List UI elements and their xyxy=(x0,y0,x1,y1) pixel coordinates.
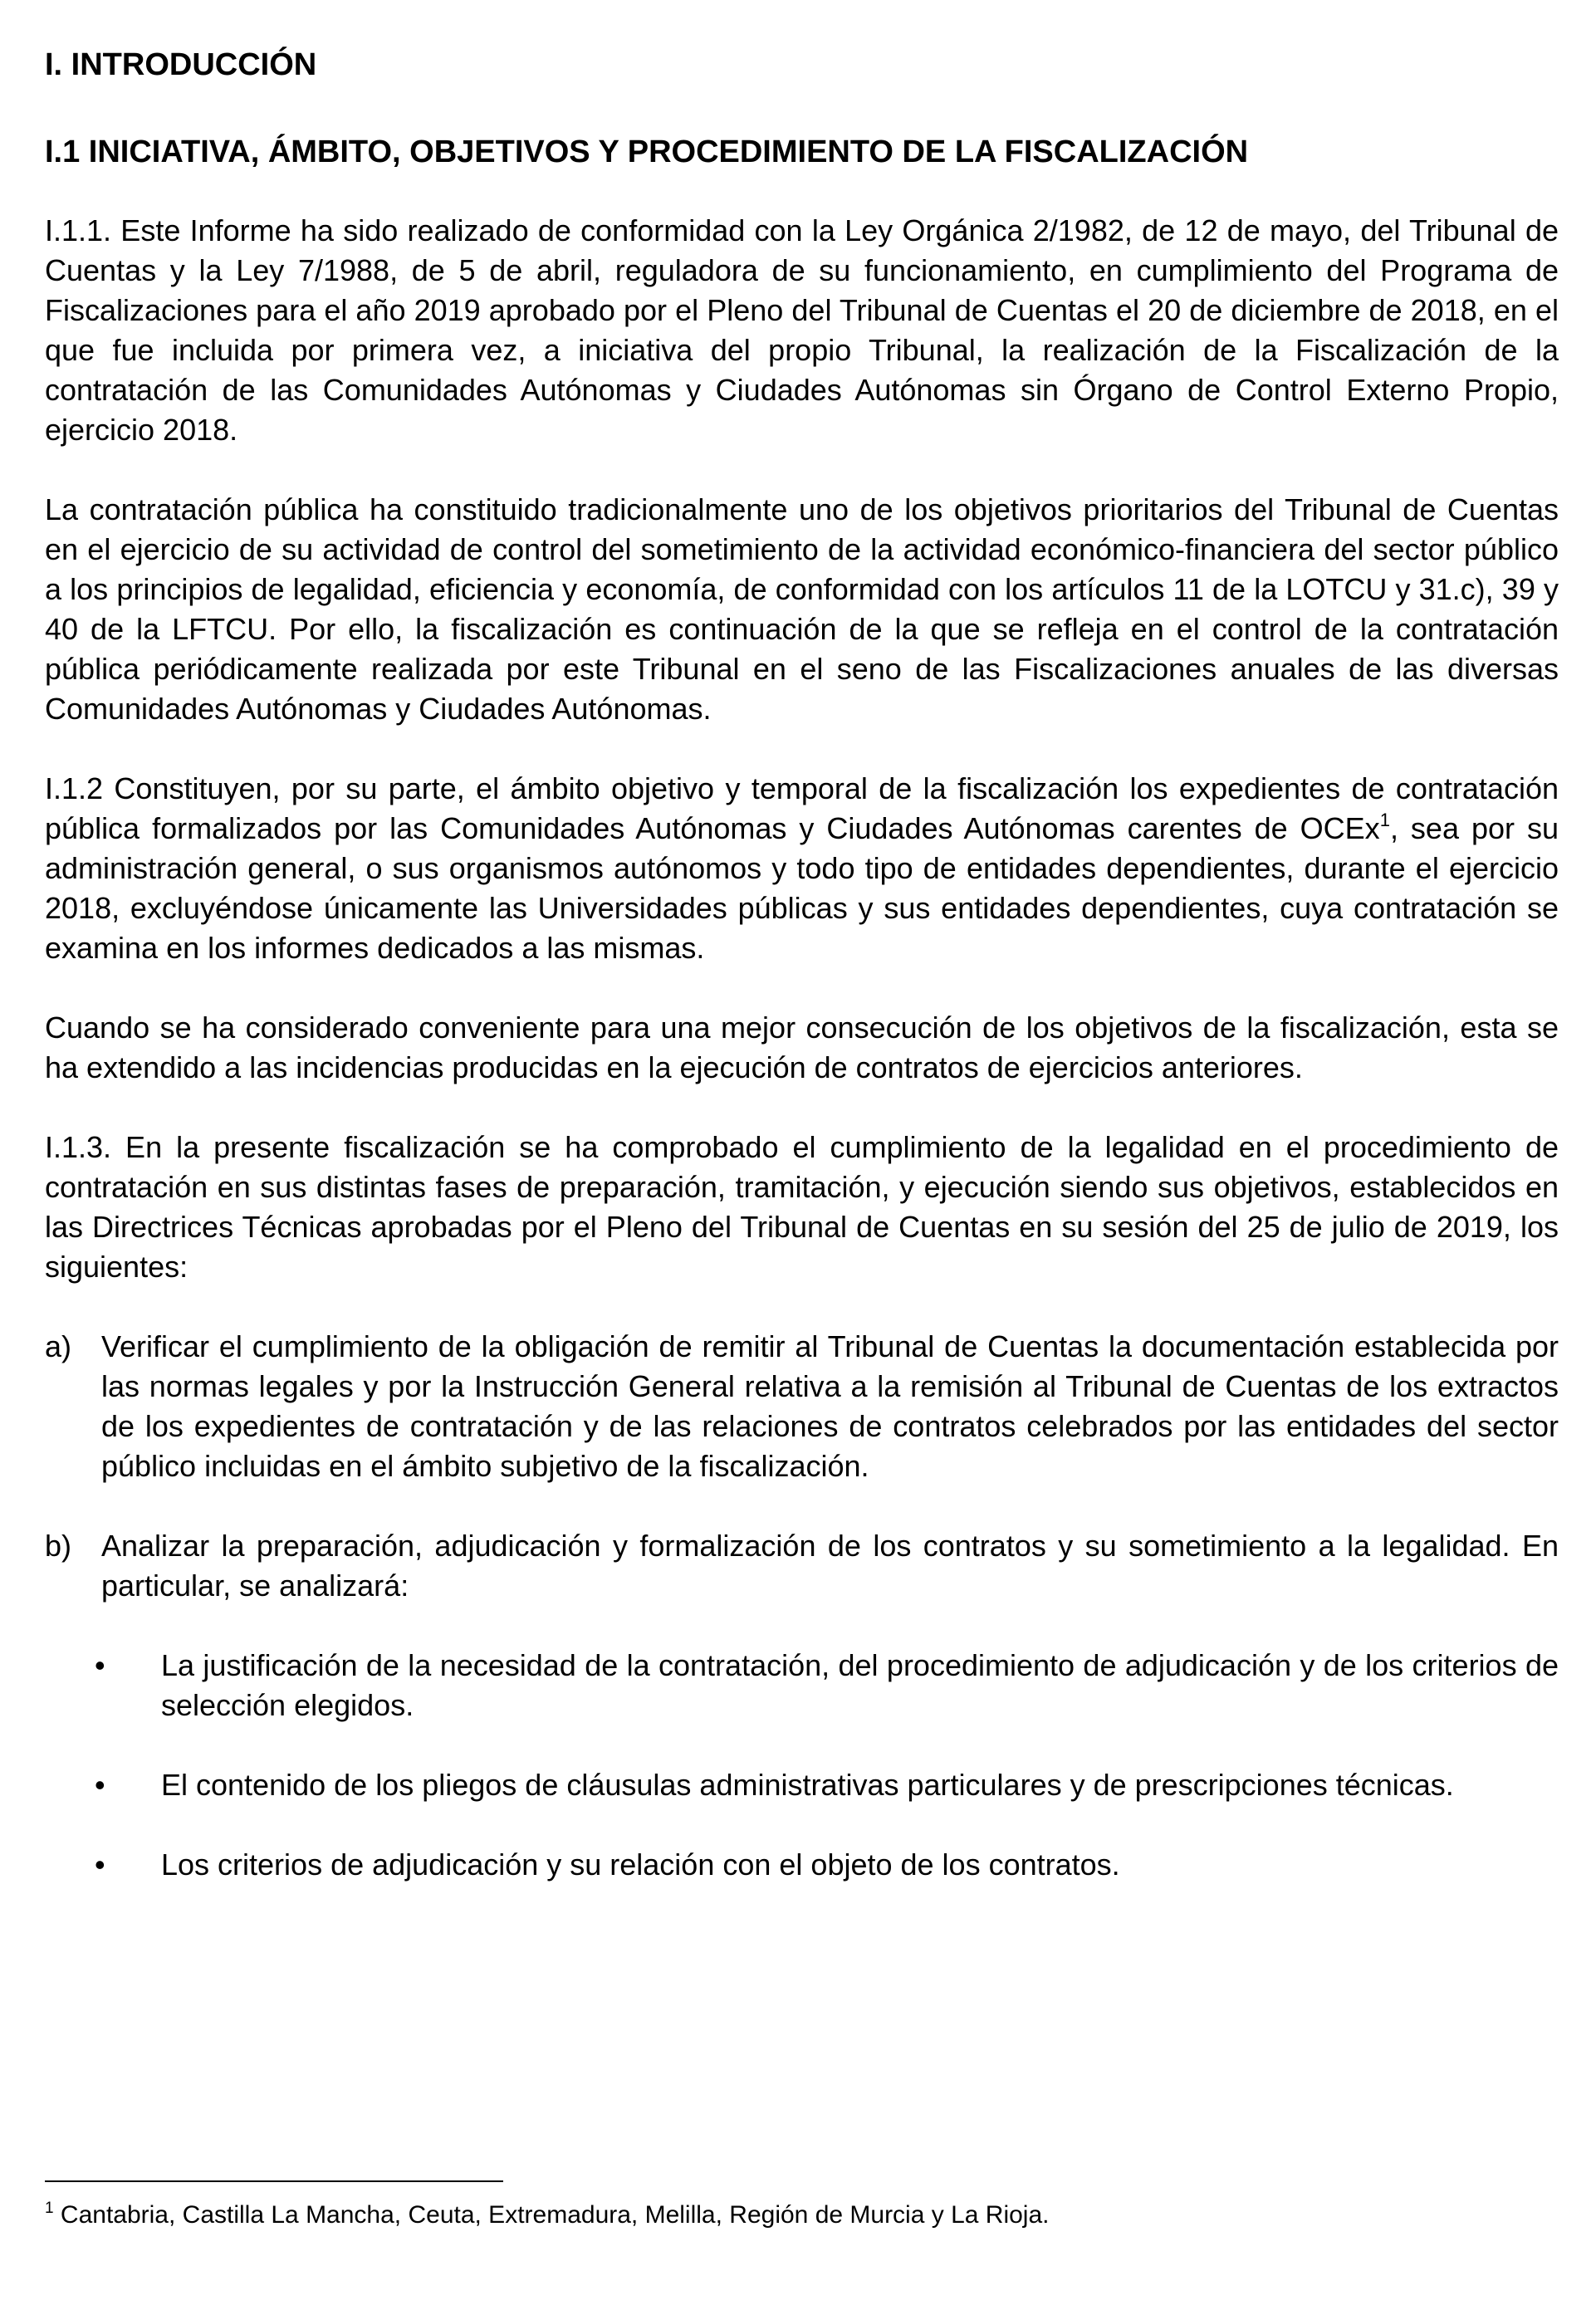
objective-text: Verificar el cumplimiento de la obligación de remitir al Tribunal de Cuentas la documentación establecida por las normas legales y por la Instrucción General relativa a la remisión al Tribunal de Cuentas de los extractos de los expedientes de contratación y de las relaciones de contratos celebrados por las entidades del sector público incluidas en el ámbito subjetivo de la fiscalización. xyxy=(101,1329,1559,1483)
paragraph-1-1-2-text-start: I.1.2 Constituyen, por su parte, el ámbito objetivo y temporal de la fiscalización los expedientes de contratación pública formalizados por las Comunidades Autónomas y Ciudades Autónomas carentes de OCEx xyxy=(45,771,1559,845)
bullet-item xyxy=(95,1845,1559,1885)
footnote-number: 1 xyxy=(45,2200,54,2217)
objective-marker: b) xyxy=(45,1529,72,1563)
paragraph-1-1-1: I.1.1. Este Informe ha sido realizado de conformidad con la Ley Orgánica 2/1982, de 12 de mayo, del Tribunal de Cuentas y la Ley 7/1988, de 5 de abril, reguladora de su funcionamiento, en cumplimiento del Programa de Fiscalizaciones para el año 2019 aprobado por el Pleno del Tribunal de Cuentas el 20 de diciembre de 2018, en el que fue incluida por primera vez, a iniciativa del propio Tribunal, la realización de la Fiscalización de la contratación de las Comunidades Autónomas y Ciudades Autónomas sin Órgano de Control Externo Propio, ejercicio 2018. xyxy=(45,213,1559,447)
paragraph-1-1-3: I.1.3. En la presente fiscalización se ha comprobado el cumplimiento de la legalidad en el procedimiento de contratación en sus distintas fases de preparación, tramitación, y ejecución siendo sus objetivos, establecidos en las Directrices Técnicas aprobadas por el Pleno del Tribunal de Cuentas en su sesión del 25 de julio de 2019, los siguientes: xyxy=(45,1130,1559,1284)
footnote-separator xyxy=(45,2180,503,2182)
objective-item-b xyxy=(45,1526,1559,1606)
footnote-reference[interactable]: 1 xyxy=(1379,810,1390,830)
bullet-text: El contenido de los pliegos de cláusulas administrativas particulares y de prescripciones técnicas. xyxy=(161,1768,1454,1802)
bullet-item xyxy=(95,1765,1559,1805)
paragraph-contratacion-publica: La contratación pública ha constituido tradicionalmente uno de los objetivos prioritarios del Tribunal de Cuentas en el ejercicio de su actividad de control del sometimiento de la actividad económico-financiera del sector público a los principios de legalidad, eficiencia y economía, de conformidad con los artículos 11 de la LOTCU y 31.c), 39 y 40 de la LFTCU. Por ello, la fiscalización es continuación de la que se refleja en el control de la contratación pública periódicamente realizada por este Tribunal en el seno de las Fiscalizaciones anuales de las diversas Comunidades Autónomas y Ciudades Autónomas. xyxy=(45,492,1559,726)
paragraph-1-1-2 xyxy=(45,769,1559,968)
bullet-icon: • xyxy=(95,1768,105,1802)
section-heading: I. INTRODUCCIÓN xyxy=(45,47,317,82)
bullet-text: Los criterios de adjudicación y su relación con el objeto de los contratos. xyxy=(161,1847,1120,1882)
footnote-text: Cantabria, Castilla La Mancha, Ceuta, Extremadura, Melilla, Región de Murcia y La Rioja. xyxy=(53,2201,1050,2229)
objective-text: Analizar la preparación, adjudicación y formalización de los contratos y su sometimiento a la legalidad. En particular, se analizará: xyxy=(101,1529,1559,1603)
objectives-list xyxy=(45,1327,1559,1606)
document-body xyxy=(45,33,1559,1885)
subsection-heading: I.1 INICIATIVA, ÁMBITO, OBJETIVOS Y PROCEDIMIENTO DE LA FISCALIZACIÓN xyxy=(45,135,1249,169)
paragraph-ejercicios-anteriores: Cuando se ha considerado conveniente para una mejor consecución de los objetivos de la fiscalización, esta se ha extendido a las incidencias producidas en la ejecución de contratos de ejercicios anteriores. xyxy=(45,1011,1559,1084)
paragraph-1-1-2-text-end: , sea por su administración general, o sus organismos autónomos y todo tipo de entidades dependientes, durante el ejercicio 2018, excluyéndose únicamente las Universidades públicas y sus entidades dependientes, cuya contratación se examina en los informes dedicados a las mismas. xyxy=(45,811,1559,965)
analysis-bullet-list xyxy=(45,1646,1559,1885)
bullet-item xyxy=(95,1646,1559,1725)
footnote xyxy=(45,2199,1559,2232)
objective-marker: a) xyxy=(45,1329,72,1363)
bullet-icon: • xyxy=(95,1648,105,1682)
bullet-icon: • xyxy=(95,1847,105,1882)
objective-item-a xyxy=(45,1327,1559,1486)
bullet-text: La justificación de la necesidad de la contratación, del procedimiento de adjudicación y de los criterios de selección elegidos. xyxy=(161,1648,1559,1722)
